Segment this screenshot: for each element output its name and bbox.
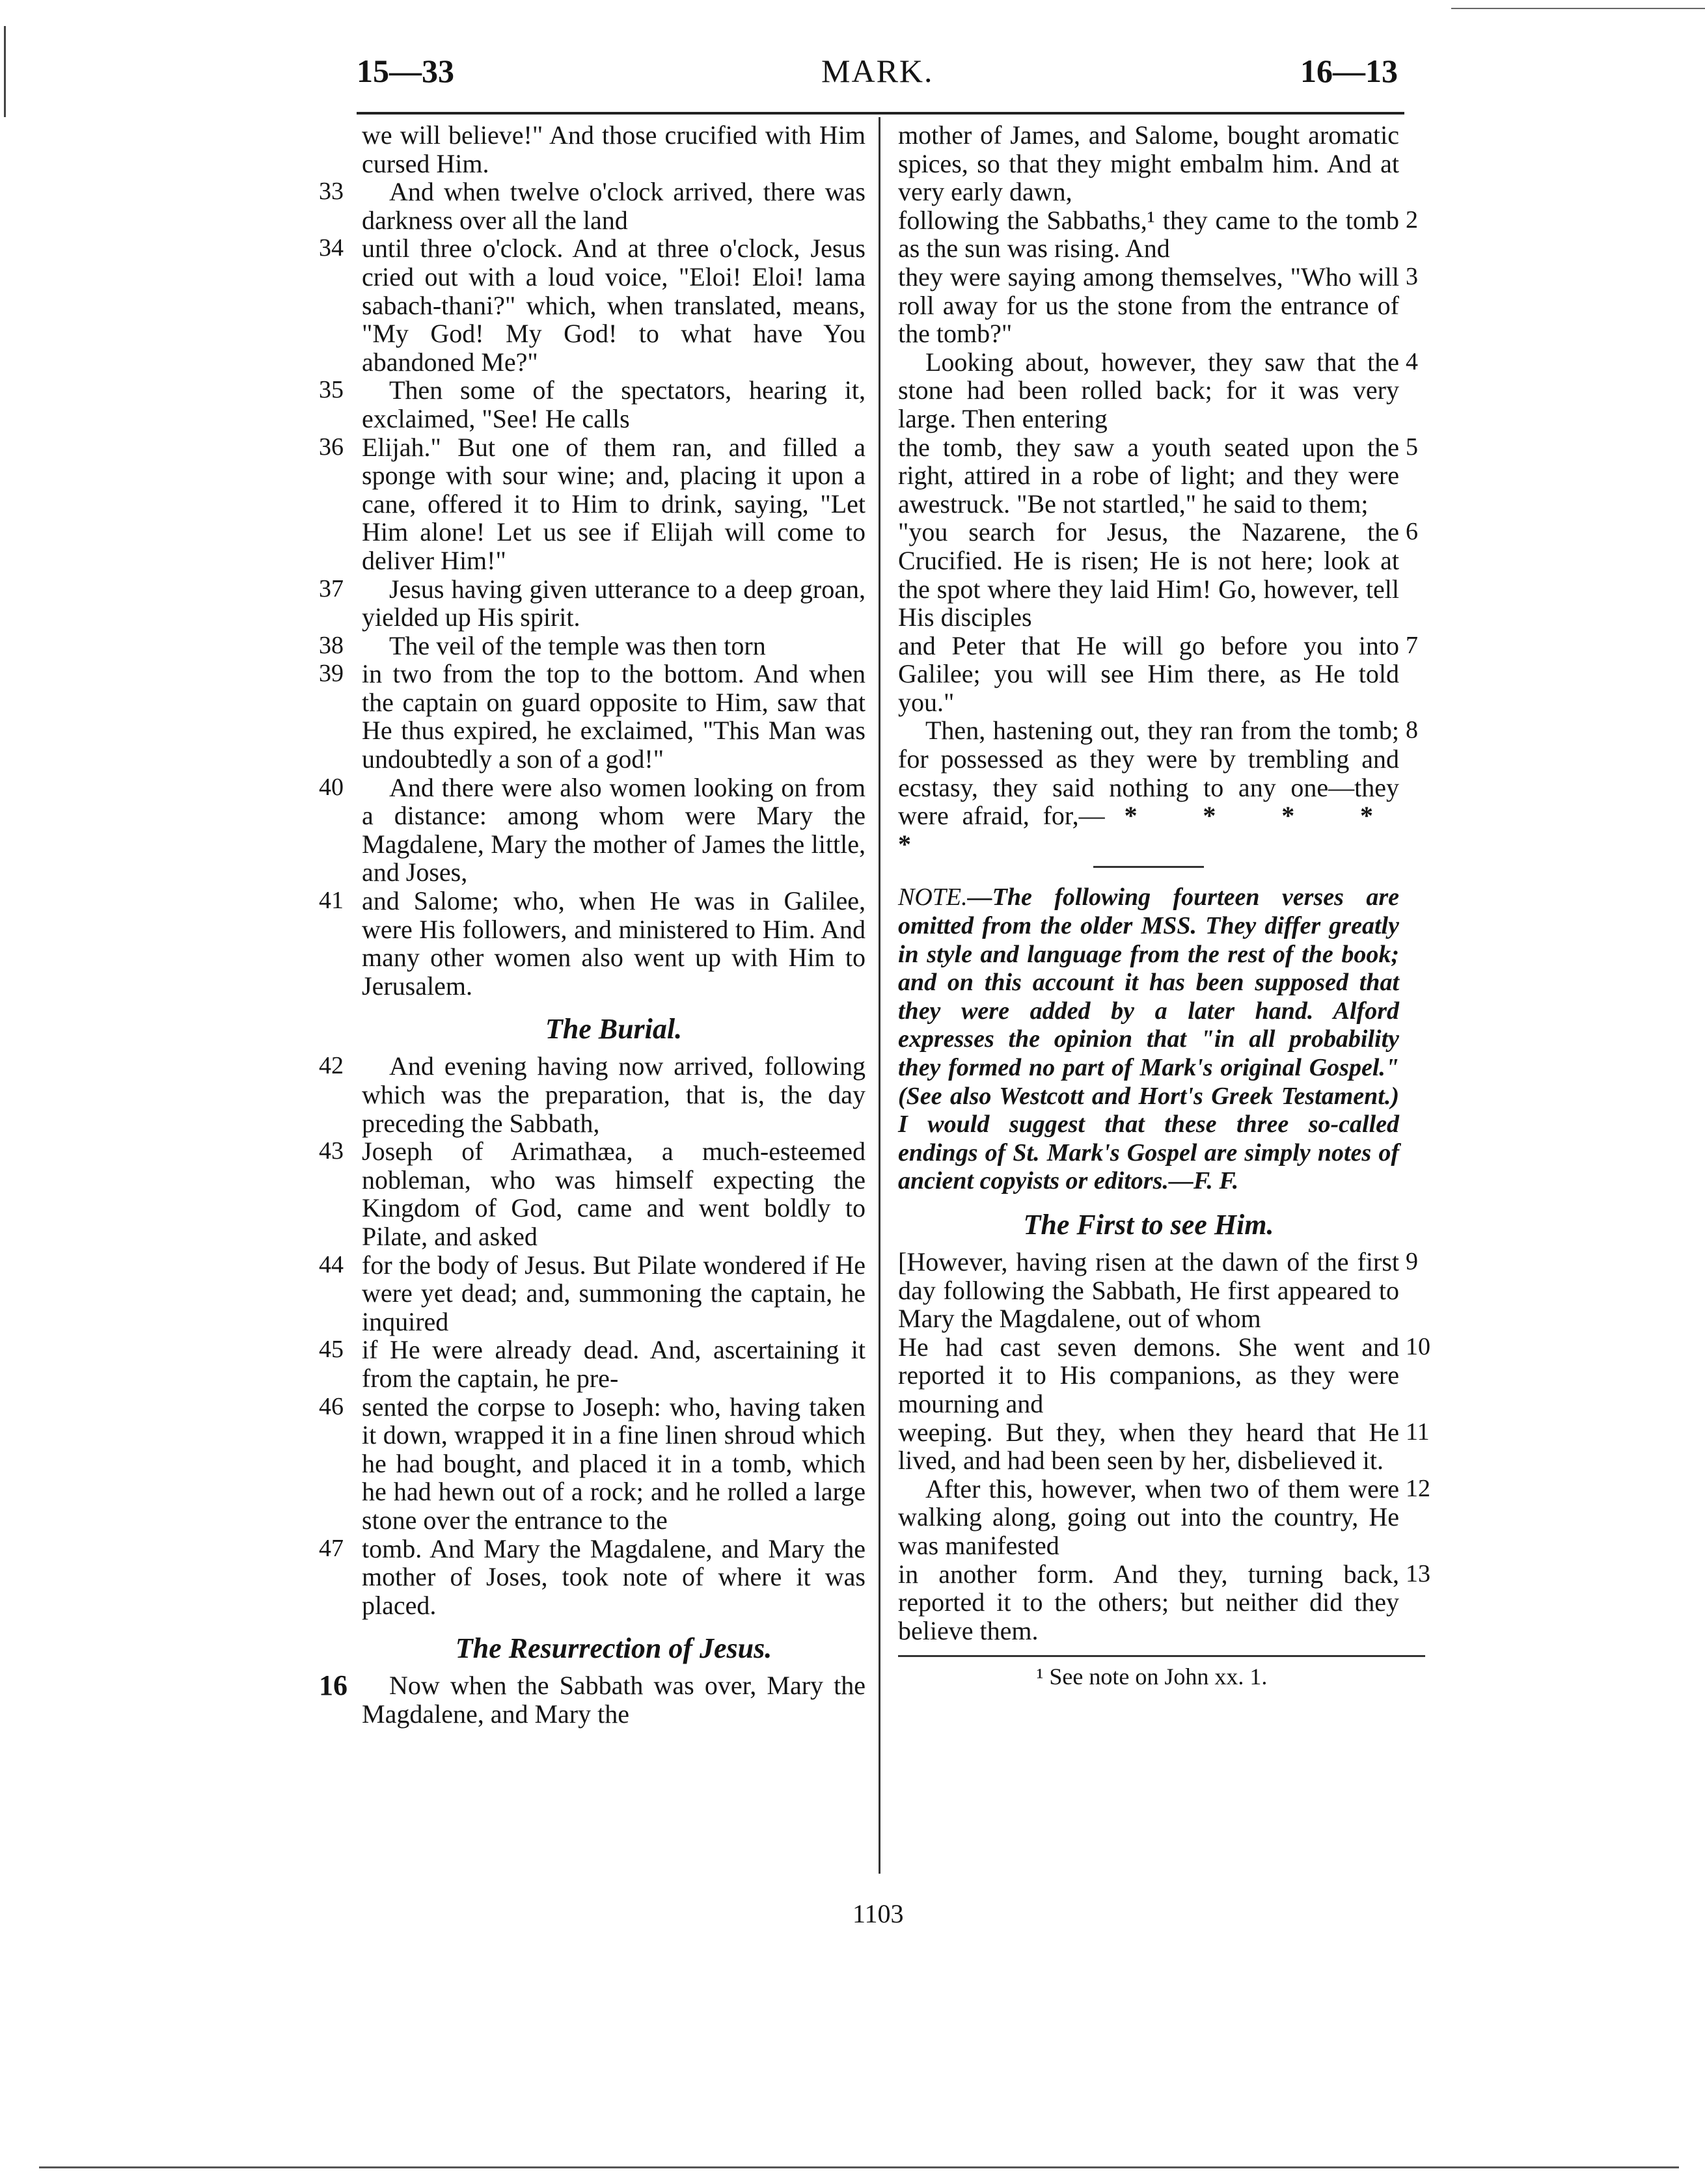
verse-block [319, 575, 866, 632]
verse-text: the tomb, they saw a youth seated upon the right, attired in a robe of light; and they were awestruck. "Be not startled," he said to them; [898, 432, 1399, 519]
right-column [898, 120, 1430, 1691]
header-right-reference: 16—13 [1300, 53, 1398, 89]
chapter-number: 16 [319, 1669, 348, 1702]
verse-number: 43 [319, 1137, 344, 1165]
verse-block [319, 121, 866, 178]
verse-text: mother of James, and Salome, bought aromatic spices, so that they might embalm him. And at very early dawn, [898, 120, 1399, 207]
verse-text: After this, however, when two of them were walking along, going out into the country, He was manifested [898, 1474, 1399, 1560]
verse-text: Jesus having given utterance to a deep groan, yielded up His spirit. [362, 574, 866, 632]
verse-number: 47 [319, 1534, 344, 1562]
verse-number: 7 [1406, 631, 1418, 659]
verse-block [319, 1336, 866, 1392]
verse-text: for the body of Jesus. But Pilate wondered if He were yet dead; and, summoning the captain, he inquired [362, 1250, 866, 1336]
verse-number: 4 [1406, 347, 1418, 375]
header-rule [357, 112, 1404, 115]
verse-block [898, 518, 1419, 631]
ellipsis-stars: * * * * * [898, 801, 1399, 859]
verse-text: we will believe!" And those crucified with Him cursed Him. [362, 120, 866, 178]
verse-number: 39 [319, 660, 344, 688]
verse-block [898, 263, 1419, 348]
verse-text: And when twelve o'clock arrived, there was darkness over all the land [362, 177, 866, 235]
verse-block [319, 1052, 866, 1137]
verse-block [898, 121, 1419, 206]
verse-number: 38 [319, 631, 344, 659]
verse-number: 5 [1406, 433, 1418, 461]
header-book-title: MARK. [821, 53, 934, 89]
verse-text: if He were already dead. And, ascertaining it from the captain, he pre- [362, 1335, 866, 1393]
verse-text: And evening having now arrived, following which was the preparation, that is, the day preceding the Sabbath, [362, 1051, 866, 1138]
verse-block [898, 1332, 1430, 1418]
verse-block [319, 632, 866, 660]
verse-number: 33 [319, 178, 344, 206]
section-rule [1093, 866, 1204, 868]
verse-block [898, 1559, 1430, 1645]
verse-text-content: Then, hastening out, they ran from the tomb; for possessed as they were by trembling and ecstasy, they said nothing to any one—they were afraid, for,— [898, 716, 1399, 831]
verse-text [898, 716, 1399, 858]
verse-number: 34 [319, 234, 344, 262]
verse-text: "you search for Jesus, the Nazarene, the Crucified. He is risen; He is not here; look at the spot where they laid Him! Go, however, tell His disciples [898, 517, 1399, 632]
section-heading-resurrection: The Resurrection of Jesus. [455, 1632, 772, 1665]
verse-block [898, 632, 1419, 717]
verse-text: weeping. But they, when they heard that He lived, and had been seen by her, disbelieved it. [898, 1417, 1399, 1476]
verse-block [319, 433, 866, 575]
footnote-rule [898, 1655, 1425, 1657]
scan-edge-mark [4, 26, 6, 117]
verse-block [898, 716, 1419, 858]
verse-number: 6 [1406, 518, 1418, 546]
verse-text: in two from the top to the bottom. And when the captain on guard opposite to Him, saw that He thus expired, he exclaimed, "This Man was undoubtedly a son of a god!" [362, 659, 866, 774]
column-divider [879, 117, 880, 1874]
verse-block [898, 348, 1419, 433]
verse-text: Then some of the spectators, hearing it, exclaimed, "See! He calls [362, 375, 866, 433]
verse-text: [However, having risen at the dawn of the first day following the Sabbath, He first appeared to Mary the Magdalene, out of whom [898, 1247, 1399, 1334]
verse-text: And there were also women looking on from a distance: among whom were Mary the Magdalene, Mary the mother of James the little, and Joses, [362, 772, 866, 887]
chapter-start [319, 1671, 866, 1728]
verse-block [319, 234, 866, 376]
verse-number: 36 [319, 433, 344, 461]
verse-number: 2 [1406, 206, 1418, 234]
section-heading-burial: The Burial. [545, 1013, 683, 1045]
verse-number: 13 [1406, 1559, 1430, 1587]
page-number: 1103 [852, 1899, 904, 1928]
verse-text: Elijah." But one of them ran, and filled a sponge with sour wine; and, placing it upon a cane, offered it to Him to drink, saying, "Let Him alone! Let us see if Elijah will come to deliver Him!" [362, 432, 866, 575]
verse-block [319, 774, 866, 887]
verse-number: 10 [1406, 1332, 1430, 1360]
verse-number: 8 [1406, 716, 1418, 744]
verse-number: 44 [319, 1250, 344, 1278]
verse-text: Joseph of Arimathæa, a much-esteemed nobleman, who was himself expecting the Kingdom of God, came and went boldly to Pilate, and asked [362, 1137, 866, 1251]
verse-block [898, 1417, 1430, 1476]
verse-number: 35 [319, 376, 344, 404]
verse-number: 41 [319, 887, 344, 915]
left-column [319, 121, 866, 1728]
verse-number: 11 [1406, 1418, 1430, 1446]
verse-number: 42 [319, 1052, 344, 1080]
verse-number: 46 [319, 1392, 344, 1420]
verse-block [898, 206, 1419, 263]
verse-block [898, 1474, 1430, 1560]
verse-text: tomb. And Mary the Magdalene, and Mary the mother of Joses, took note of where it was placed. [362, 1533, 866, 1620]
footnote: ¹ See note on John xx. 1. [1036, 1664, 1268, 1690]
verse-number: 45 [319, 1336, 344, 1364]
verse-number: 3 [1406, 262, 1418, 290]
verse-block [319, 1251, 866, 1336]
verse-number: 9 [1406, 1247, 1418, 1275]
verse-text: following the Sabbaths,¹ they came to the tomb as the sun was rising. And [898, 205, 1399, 263]
note-label: NOTE. [898, 883, 968, 911]
verse-number: 37 [319, 574, 344, 602]
scan-bottom-edge [39, 2166, 1679, 2168]
verse-text: they were saying among themselves, "Who will roll away for us the stone from the entrance of the tomb?" [898, 262, 1399, 349]
verse-block [319, 887, 866, 1000]
verse-block [898, 433, 1419, 519]
verse-number: 40 [319, 773, 344, 801]
verse-text: Looking about, however, they saw that the stone had been rolled back; for it was very large. Then entering [898, 347, 1399, 433]
verse-block [319, 178, 866, 234]
verse-text: Now when the Sabbath was over, Mary the Magdalene, and Mary the [362, 1671, 866, 1729]
editorial-note [898, 883, 1399, 1196]
verse-block [319, 1535, 866, 1620]
scan-corner-rule [1451, 8, 1705, 9]
verse-block [319, 376, 866, 433]
verse-text: He had cast seven demons. She went and reported it to His companions, as they were mourning and [898, 1332, 1399, 1418]
verse-text: and Peter that He will go before you into Galilee; you will see Him there, as He told you." [898, 630, 1399, 717]
verse-block [319, 1137, 866, 1250]
verse-text: sented the corpse to Joseph: who, having taken it down, wrapped it in a fine linen shroud which he had bought, and placed it in a tomb, which he had hewn out of a rock; and he rolled a large stone over the entrance to the [362, 1392, 866, 1535]
verse-block [319, 1393, 866, 1535]
verse-text: until three o'clock. And at three o'clock, Jesus cried out with a loud voice, "Eloi! Eloi! lama sabach-thani?" which, when translated, means, "My God! My God! to what have You abandoned Me?" [362, 234, 866, 377]
section-heading-first-to-see: The First to see Him. [1023, 1208, 1274, 1241]
verse-block [319, 660, 866, 773]
verse-text: The veil of the temple was then torn [389, 630, 766, 660]
verse-text: in another form. And they, turning back, reported it to the others; but neither did they believe them. [898, 1559, 1399, 1645]
verse-number: 12 [1406, 1474, 1430, 1502]
header-left-reference: 15—33 [357, 53, 454, 89]
note-text: —The following fourteen verses are omitted from the older MSS. They differ greatly in style and language from the rest of the book; and on this account it has been supposed that they were added by a later hand. Alford expresses the opinion that "in all probability they formed no part of Mark's original Gospel." (See also Westcott and Hort's Greek Testament.) I would suggest that these three so-called endings of St. Mark's Gospel are simply notes of ancient copyists or editors.—F. F. [898, 883, 1399, 1195]
verse-text: and Salome; who, when He was in Galilee, were His followers, and ministered to Him. And many other women also went up with Him to Jerusalem. [362, 886, 866, 1001]
verse-block [898, 1248, 1419, 1333]
